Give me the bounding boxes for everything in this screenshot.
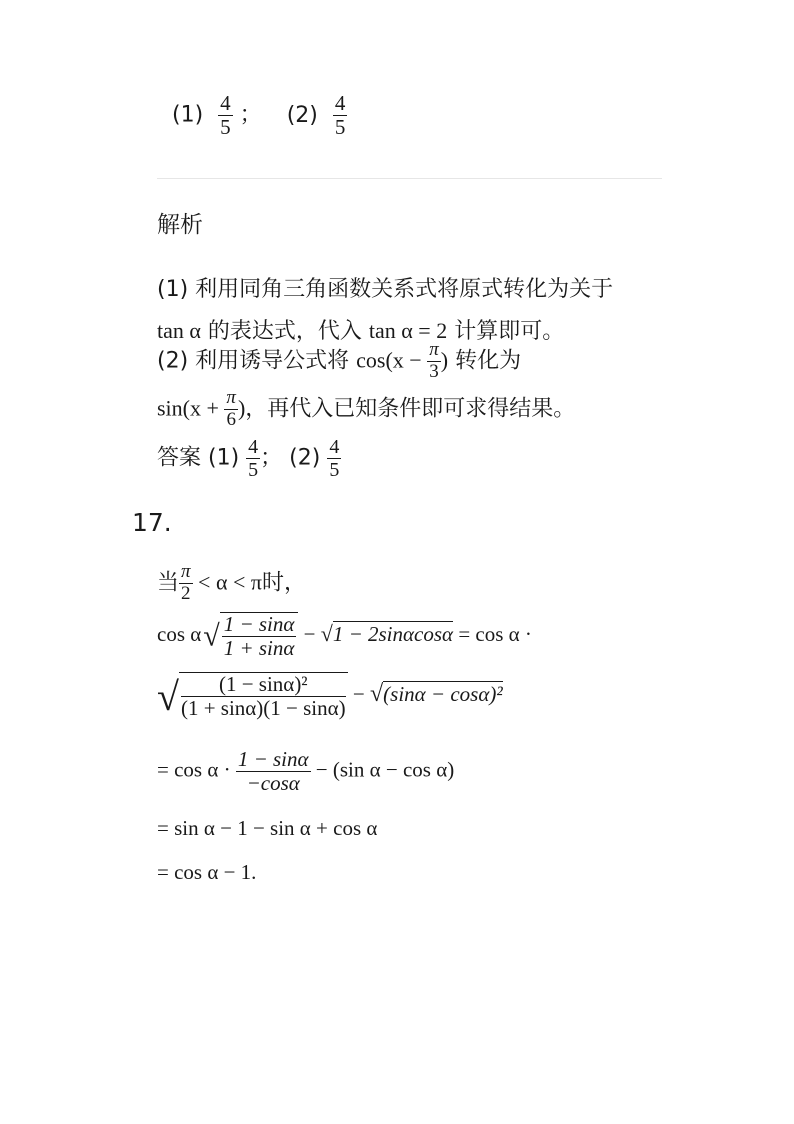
fraction-numerator: (1 − sinα)²	[181, 673, 346, 697]
problem17-condition	[157, 562, 306, 605]
analysis-line-3	[157, 340, 521, 383]
fraction-denominator: 5	[248, 459, 259, 481]
math-sin: sin(x +	[157, 395, 225, 421]
math-paren: )	[440, 347, 449, 373]
math-fraction	[179, 562, 193, 605]
math-tan: tan α	[157, 318, 201, 343]
answer-part1-fraction	[218, 92, 233, 139]
separator: ；	[239, 102, 262, 128]
radical-sign: √	[320, 620, 333, 646]
answer-fraction-1	[246, 436, 260, 481]
fraction-denominator: 5	[334, 115, 346, 140]
fraction-numerator: 4	[248, 436, 259, 458]
problem17-line-2	[157, 672, 503, 720]
fraction-numerator: 4	[220, 91, 231, 115]
answer-part1-label: (1)	[172, 102, 204, 128]
fraction-denominator: −cosα	[246, 771, 300, 796]
section-divider	[157, 178, 662, 179]
radical-body: 1 − 2sinαcosα	[332, 621, 454, 646]
sqrt-radical	[157, 672, 348, 720]
fraction-denominator: (1 + sinα)(1 − sinα)	[180, 696, 346, 721]
fraction-denominator: 6	[226, 408, 236, 430]
analysis-line-1	[157, 272, 613, 303]
radical-sign: √	[369, 680, 384, 707]
fraction-denominator: 5	[220, 115, 231, 140]
analysis-text: (2) 利用诱导公式将	[157, 348, 357, 374]
math-cos: cos α	[157, 621, 202, 646]
math-fraction	[181, 673, 346, 720]
radical-sign: √	[157, 674, 179, 720]
problem-text: < α < π时，	[192, 569, 306, 595]
problem17-line-3	[157, 748, 454, 795]
math-fraction	[222, 613, 297, 660]
radical-body	[220, 612, 299, 660]
math-fraction	[224, 388, 238, 431]
problem17-line-5: = cos α − 1.	[157, 860, 257, 884]
math-text: − (sin α − cos α)	[310, 757, 455, 782]
math-text: = cos α ·	[453, 621, 532, 646]
radical-body	[179, 672, 348, 720]
math-operator: −	[347, 681, 370, 706]
analysis-title: 解析	[157, 212, 203, 238]
answer-part2-fraction	[333, 92, 348, 139]
math-fraction	[236, 748, 311, 795]
problem-text: 当	[157, 570, 180, 596]
fraction-numerator: π	[429, 339, 439, 360]
math-text: = cos α ·	[157, 757, 236, 782]
analysis-answer	[157, 436, 341, 481]
fraction-denominator: 2	[181, 582, 191, 604]
fraction-denominator: 1 + sinα	[223, 636, 295, 661]
fraction-denominator: 5	[329, 459, 340, 481]
analysis-text: 计算即可。	[447, 319, 565, 344]
answer-fraction-2	[327, 436, 341, 481]
problem17-line-4: = sin α − 1 − sin α + cos α	[157, 816, 378, 840]
analysis-text: (1) 利用同角三角函数关系式将原式转化为关于	[157, 277, 614, 302]
answer-line	[172, 92, 347, 139]
fraction-numerator: π	[226, 387, 236, 408]
analysis-line-4	[157, 388, 575, 431]
analysis-text: ，再代入已知条件即可求得结果。	[245, 396, 576, 422]
fraction-numerator: π	[181, 561, 191, 582]
answer-part2-label: (2)	[286, 102, 318, 128]
problem-number: 17.	[132, 508, 172, 537]
math-fraction	[427, 340, 441, 383]
analysis-text: 的表达式，代入	[200, 319, 369, 344]
math-operator: −	[298, 621, 321, 646]
fraction-numerator: 1 − sinα	[223, 612, 295, 636]
analysis-text: 转化为	[448, 348, 522, 374]
radical-sign: √	[203, 619, 220, 653]
sqrt-radical	[203, 612, 298, 660]
fraction-denominator: 3	[429, 360, 439, 382]
fraction-numerator: 4	[334, 91, 346, 115]
problem17-line-1	[157, 612, 532, 660]
math-paren: )	[237, 395, 246, 421]
math-equation: tan α = 2	[368, 318, 448, 343]
radical-body: (sinα − cosα)²	[383, 681, 503, 706]
separator: ； (2)	[260, 445, 328, 471]
fraction-numerator: 1 − sinα	[237, 747, 309, 771]
answer-label: 答案 (1)	[157, 445, 247, 471]
math-cos: cos(x −	[356, 347, 428, 373]
fraction-numerator: 4	[329, 436, 340, 458]
